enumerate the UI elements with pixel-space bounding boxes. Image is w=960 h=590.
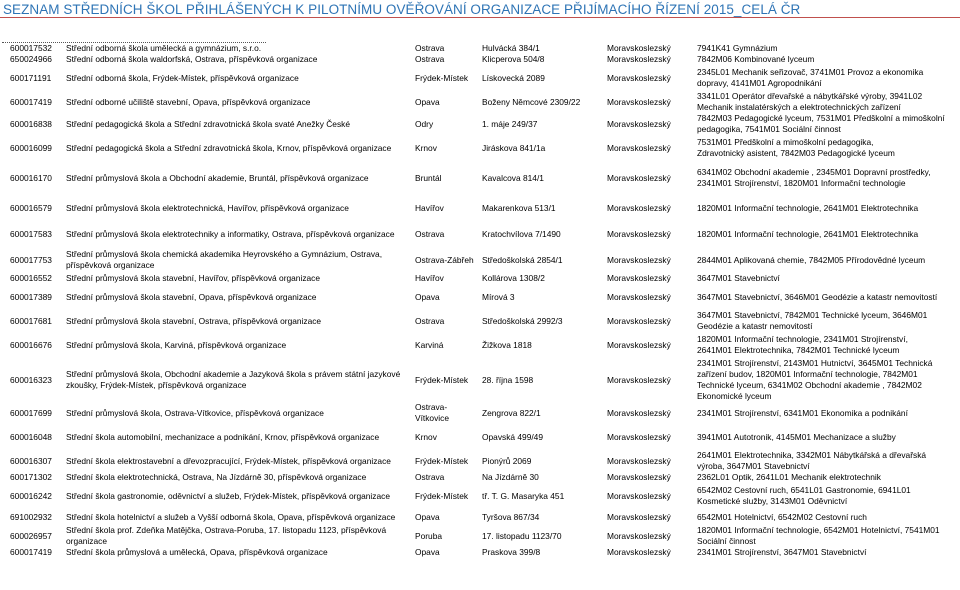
study-fields-cell	[697, 113, 959, 135]
study-field-line: 3647M01 Stavebnictví	[697, 273, 780, 283]
schools-table-body	[0, 43, 959, 558]
study-fields-cell	[697, 54, 959, 65]
study-field-line: 6542M02 Cestovní ruch, 6541L01 Gastronomie, 6941L01	[697, 485, 911, 495]
study-fields-cell	[697, 525, 959, 547]
school-name-cell: Střední škola elektrostavební a dřevozpracující, Frýdek-Místek, příspěvková organizace	[66, 455, 391, 466]
school-name-cell: Střední odborné učiliště stavební, Opava, příspěvková organizace	[66, 96, 311, 107]
school-name-cell: Střední průmyslová škola, Karviná, příspěvková organizace	[66, 339, 287, 350]
study-field-line: 3647M01 Stavebnictví, 3646M01 Geodézie a katastr nemovitostí	[697, 291, 938, 302]
region-cell: Moravskoslezský	[607, 374, 671, 385]
region-cell: Moravskoslezský	[607, 96, 671, 107]
school-id-cell: 600016838	[10, 118, 52, 129]
school-name-cell: Střední průmyslová škola stavební, Ostrava, příspěvková organizace	[66, 315, 322, 326]
school-name-cell: Střední odborná škola waldorfská, Ostrava, příspěvková organizace	[66, 54, 318, 64]
city-cell: Frýdek-Místek	[415, 455, 469, 466]
table-row	[0, 284, 959, 310]
school-name-cell: Střední škola automobilní, mechanizace a podnikání, Krnov, příspěvková organizace	[66, 431, 380, 442]
table-row	[0, 195, 959, 221]
study-field-line: Sociální činnost	[697, 536, 756, 546]
study-field-line: 2341M01 Strojírenství, 3647M01 Stavebnictví	[697, 547, 867, 557]
study-fields-cell	[697, 483, 959, 509]
region-cell: Moravskoslezský	[607, 455, 671, 466]
region-cell: Moravskoslezský	[607, 254, 671, 265]
region-cell: Moravskoslezský	[607, 547, 671, 557]
school-name-cell: Střední škola průmyslová a umělecká, Opava, příspěvková organizace	[66, 547, 328, 557]
table-row	[0, 450, 959, 472]
region-cell: Moravskoslezský	[607, 72, 671, 83]
table-row	[0, 424, 959, 450]
region-cell: Moravskoslezský	[607, 490, 671, 501]
city-cell: Frýdek-Místek	[415, 490, 469, 501]
city-cell: Krnov	[415, 431, 437, 442]
address-cell: tř. T. G. Masaryka 451	[482, 490, 565, 501]
region-cell: Moravskoslezský	[607, 172, 671, 183]
study-field-line: 2641M01 Elektrotechnika, 3342M01 Nábytkářská a dřevařská	[697, 450, 927, 460]
table-row	[0, 310, 959, 332]
address-cell: Zengrova 822/1	[482, 407, 541, 418]
city-cell: Ostrava	[415, 43, 445, 53]
study-field-line: 6542M01 Hotelnictví, 6542M02 Cestovní ruch	[697, 511, 867, 522]
study-field-line: 2641M01 Elektrotechnika, 7842M01 Technické lyceum	[697, 345, 900, 355]
school-id-cell: 600017419	[10, 547, 52, 557]
schools-table	[0, 43, 959, 558]
study-field-line: 1820M01 Informační technologie, 6542M01 Hotelnictví, 7541M01	[697, 525, 940, 535]
table-row	[0, 509, 959, 525]
address-cell: Klicperova 504/8	[482, 54, 545, 64]
table-row	[0, 113, 959, 135]
address-cell: Středoškolská 2854/1	[482, 254, 563, 265]
study-fields-cell	[697, 509, 959, 525]
study-fields-cell	[697, 161, 959, 195]
study-fields-cell	[697, 91, 959, 113]
study-fields-cell	[697, 135, 959, 161]
study-fields-cell	[697, 221, 959, 247]
school-name-cell: Střední pedagogická škola a Střední zdravotnická škola svaté Anežky České	[66, 118, 350, 129]
school-id-cell: 600017419	[10, 96, 52, 107]
study-fields-cell	[697, 402, 959, 424]
study-fields-cell	[697, 424, 959, 450]
school-id-cell: 650024966	[10, 54, 52, 64]
table-row	[0, 221, 959, 247]
region-cell: Moravskoslezský	[607, 291, 671, 302]
school-id-cell: 600017532	[10, 43, 52, 53]
study-field-line: 2341M01 Strojírenství, 2143M01 Hutnictví, 3645M01 Technická	[697, 358, 933, 368]
school-name-cell: Střední škola elektrotechnická, Ostrava, Na Jízdárně 30, příspěvková organizace	[66, 472, 367, 482]
study-fields-cell	[697, 450, 959, 472]
city-cell: Ostrava-Zábřeh	[415, 254, 474, 265]
school-id-cell: 600016048	[10, 431, 52, 442]
school-name-cell: Střední průmyslová škola, Obchodní akademie a Jazyková škola s právem státní jazykové zkoušky, Frýdek-Místek, příspěvková organizace	[66, 369, 401, 390]
city-cell: Havířov	[415, 273, 444, 283]
address-cell: Středoškolská 2992/3	[482, 315, 563, 326]
study-field-line: výroba, 3647M01 Stavebnictví	[697, 461, 810, 471]
school-id-cell: 600016242	[10, 490, 52, 501]
study-field-line: 2341M01 Strojírenství, 1820M01 Informační technologie	[697, 178, 906, 188]
school-id-cell: 600017681	[10, 315, 52, 326]
study-fields-cell	[697, 284, 959, 310]
study-field-line: 3647M01 Stavebnictví, 7842M01 Technické lyceum, 3646M01	[697, 310, 928, 320]
school-id-cell: 600171191	[10, 72, 52, 83]
address-cell: Tyršova 867/34	[482, 511, 540, 522]
school-id-cell: 600017699	[10, 407, 52, 418]
study-field-line: 2341M01 Strojírenství, 6341M01 Ekonomika a podnikání	[697, 407, 908, 418]
address-cell: 1. máje 249/37	[482, 118, 538, 129]
school-id-cell: 600016307	[10, 455, 52, 466]
region-cell: Moravskoslezský	[607, 228, 671, 239]
study-field-line: 1820M01 Informační technologie, 2341M01 Strojírenství,	[697, 334, 908, 344]
study-field-line: 2362L01 Optik, 2641L01 Mechanik elektrotechnik	[697, 472, 881, 482]
school-name-cell: Střední průmyslová škola chemická akademika Heyrovského a Gymnázium, Ostrava, příspěvková organizace	[66, 249, 383, 270]
address-cell: Kratochvílova 7/1490	[482, 228, 561, 239]
study-field-line: 2345L01 Mechanik seřizovač, 3741M01 Provoz a ekonomika	[697, 67, 924, 77]
table-row	[0, 43, 959, 54]
study-fields-cell	[697, 273, 959, 284]
region-cell: Moravskoslezský	[607, 273, 671, 283]
table-row	[0, 358, 959, 402]
study-field-line: 6341M02 Obchodní akademie , 2345M01 Dopravní prostředky,	[697, 167, 931, 177]
table-row	[0, 247, 959, 273]
study-fields-cell	[697, 65, 959, 91]
city-cell: Havířov	[415, 202, 444, 213]
address-cell: Pionýrů 2069	[482, 455, 532, 466]
school-name-cell: Střední odborná škola umělecká a gymnázium, s.r.o.	[66, 43, 262, 53]
study-field-line: 3341L01 Operátor dřevařské a nábytkářské výroby, 3941L02	[697, 91, 923, 101]
school-name-cell: Střední odborná škola, Frýdek-Místek, příspěvková organizace	[66, 72, 299, 83]
school-name-cell: Střední škola gastronomie, oděvnictví a služeb, Frýdek-Místek, příspěvková organizace	[66, 490, 390, 501]
region-cell: Moravskoslezský	[607, 54, 671, 64]
study-field-line: Zdravotnický asistent, 7842M03 Pedagogické lyceum	[697, 148, 895, 158]
school-id-cell: 600026957	[10, 530, 52, 541]
address-cell: Praskova 399/8	[482, 547, 541, 557]
table-row	[0, 54, 959, 65]
city-cell: Opava	[415, 291, 440, 302]
region-cell: Moravskoslezský	[607, 202, 671, 213]
city-cell: Frýdek-Místek	[415, 374, 469, 385]
region-cell: Moravskoslezský	[607, 142, 671, 153]
region-cell: Moravskoslezský	[607, 43, 671, 53]
school-id-cell: 600017583	[10, 228, 52, 239]
address-cell: Jiráskova 841/1a	[482, 142, 546, 153]
region-cell: Moravskoslezský	[607, 530, 671, 541]
address-cell: Hulvácká 384/1	[482, 43, 540, 53]
study-field-line: 7842M06 Kombinované lyceum	[697, 54, 815, 64]
table-row	[0, 65, 959, 91]
study-field-line: 7531M01 Předškolní a mimoškolní pedagogika,	[697, 137, 874, 147]
region-cell: Moravskoslezský	[607, 472, 671, 482]
study-field-line: Kosmetické služby, 3143M01 Oděvnictví	[697, 496, 848, 506]
study-field-line: 7842M03 Pedagogické lyceum, 7531M01 Předškolní a mimoškolní	[697, 113, 945, 123]
city-cell: Opava	[415, 96, 440, 107]
school-id-cell: 600016552	[10, 273, 52, 283]
city-cell: Ostrava-Vítkovice	[415, 402, 449, 423]
study-field-line: 2844M01 Aplikovaná chemie, 7842M05 Přírodovědné lyceum	[697, 254, 926, 265]
table-row	[0, 472, 959, 483]
school-id-cell: 600171302	[10, 472, 52, 482]
address-cell: Mírová 3	[482, 291, 515, 302]
school-name-cell: Střední škola prof. Zdeňka Matějčka, Ostrava-Poruba, 17. listopadu 1123, příspěvková organizace	[66, 525, 387, 546]
school-name-cell: Střední průmyslová škola, Ostrava-Vítkovice, příspěvková organizace	[66, 407, 324, 418]
school-id-cell: 600016323	[10, 374, 52, 385]
study-fields-cell	[697, 195, 959, 221]
region-cell: Moravskoslezský	[607, 339, 671, 350]
address-cell: Opavská 499/49	[482, 431, 543, 442]
study-fields-cell	[697, 358, 959, 402]
school-id-cell: 600017389	[10, 291, 52, 302]
table-row	[0, 547, 959, 558]
table-row	[0, 273, 959, 284]
school-id-cell: 691002932	[10, 511, 52, 522]
study-fields-cell	[697, 43, 959, 54]
school-id-cell: 600016099	[10, 142, 52, 153]
city-cell: Krnov	[415, 142, 437, 153]
table-row	[0, 161, 959, 195]
region-cell: Moravskoslezský	[607, 407, 671, 418]
page-title: SEZNAM STŘEDNÍCH ŠKOL PŘIHLÁŠENÝCH K PILOTNÍMU OVĚŘOVÁNÍ ORGANIZACE PŘIJÍMACÍHO ŘÍZENÍ 2015_CELÁ ČR	[3, 2, 801, 17]
school-id-cell: 600016579	[10, 202, 52, 213]
address-cell: Boženy Němcové 2309/22	[482, 96, 581, 107]
address-cell: Na Jízdárně 30	[482, 472, 539, 482]
school-name-cell: Střední průmyslová škola elektrotechniky a informatiky, Ostrava, příspěvková organizace	[66, 228, 395, 239]
region-cell: Moravskoslezský	[607, 118, 671, 129]
study-field-line: Ekonomické lyceum	[697, 391, 772, 401]
school-name-cell: Střední průmyslová škola elektrotechnická, Havířov, příspěvková organizace	[66, 202, 349, 213]
study-fields-cell	[697, 310, 959, 332]
school-name-cell: Střední pedagogická škola a Střední zdravotnická škola, Krnov, příspěvková organizace	[66, 142, 392, 153]
region-cell: Moravskoslezský	[607, 431, 671, 442]
title-rule	[0, 17, 960, 18]
city-cell: Ostrava	[415, 228, 445, 239]
table-row	[0, 483, 959, 509]
city-cell: Bruntál	[415, 172, 442, 183]
city-cell: Frýdek-Místek	[415, 72, 469, 83]
study-field-line: zařízení budov, 1820M01 Informační technologie, 7842M01	[697, 369, 918, 379]
address-cell: Kavalcova 814/1	[482, 172, 544, 183]
city-cell: Ostrava	[415, 315, 445, 326]
city-cell: Opava	[415, 547, 440, 557]
address-cell: Makarenkova 513/1	[482, 202, 556, 213]
address-cell: 17. listopadu 1123/70	[482, 530, 562, 541]
school-name-cell: Střední škola hotelnictví a služeb a Vyšší odborná škola, Opava, příspěvková organizace	[66, 511, 396, 522]
city-cell: Poruba	[415, 530, 443, 541]
table-row	[0, 332, 959, 358]
study-field-line: Technické lyceum, 6341M02 Obchodní akademie , 7842M02	[697, 380, 922, 390]
city-cell: Opava	[415, 511, 440, 522]
table-row	[0, 91, 959, 113]
school-id-cell: 600016676	[10, 339, 52, 350]
region-cell: Moravskoslezský	[607, 511, 671, 522]
city-cell: Odry	[415, 118, 434, 129]
address-cell: Lískovecká 2089	[482, 72, 545, 83]
study-fields-cell	[697, 247, 959, 273]
study-field-line: 1820M01 Informační technologie, 2641M01 Elektrotechnika	[697, 228, 919, 239]
table-row	[0, 525, 959, 547]
study-fields-cell	[697, 332, 959, 358]
study-field-line: Mechanik instalatérských a elektrotechnických zařízení	[697, 102, 901, 112]
table-row	[0, 402, 959, 424]
study-field-line: dopravy, 4141M01 Agropodnikání	[697, 78, 822, 88]
school-name-cell: Střední průmyslová škola a Obchodní akademie, Bruntál, příspěvková organizace	[66, 172, 369, 183]
school-name-cell: Střední průmyslová škola stavební, Havířov, příspěvková organizace	[66, 273, 321, 283]
study-field-line: 7941K41 Gymnázium	[697, 43, 778, 53]
school-name-cell: Střední průmyslová škola stavební, Opava, příspěvková organizace	[66, 291, 317, 302]
study-fields-cell	[697, 547, 959, 558]
study-field-line: 1820M01 Informační technologie, 2641M01 Elektrotechnika	[697, 202, 919, 213]
table-row	[0, 135, 959, 161]
city-cell: Karviná	[415, 339, 444, 350]
address-cell: Kollárova 1308/2	[482, 273, 545, 283]
study-fields-cell	[697, 472, 959, 483]
school-id-cell: 600016170	[10, 172, 52, 183]
study-field-line: Geodézie a katastr nemovitostí	[697, 321, 813, 331]
study-field-line: 3941M01 Autotronik, 4145M01 Mechanizace a služby	[697, 431, 896, 442]
address-cell: 28. října 1598	[482, 374, 534, 385]
region-cell: Moravskoslezský	[607, 315, 671, 326]
address-cell: Žižkova 1818	[482, 339, 532, 350]
city-cell: Ostrava	[415, 54, 445, 64]
city-cell: Ostrava	[415, 472, 445, 482]
school-id-cell: 600017753	[10, 254, 52, 265]
study-field-line: pedagogika, 7541M01 Sociální činnost	[697, 124, 841, 134]
